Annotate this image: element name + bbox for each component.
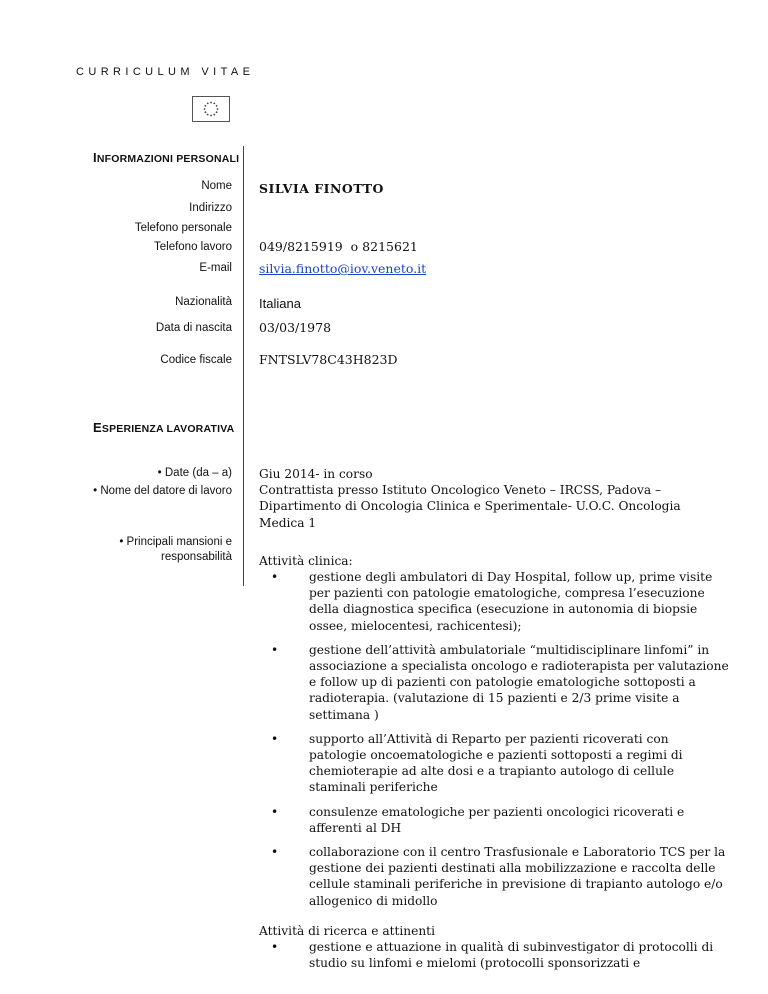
list-item: • supporto all’Attività di Reparto per pazienti ricoverati con patologie oncoematologiche e pazienti sottoposti a regimi di chemioterapie ad alte dosi e a trapianto autologo di cellule staminali periferiche: [309, 731, 729, 796]
experience-entry: [259, 466, 729, 979]
value-data-nascita: 03/03/1978: [259, 320, 332, 335]
label-data-nascita: Data di nascita: [155, 322, 232, 334]
label-email: E-mail: [199, 262, 232, 274]
clinical-list: [259, 569, 729, 909]
value-nome: SILVIA FINOTTO: [259, 181, 384, 196]
list-item: • consulenze ematologiche per pazienti oncologici ricoverati e afferenti al DH: [309, 804, 729, 836]
eu-flag-icon: [192, 96, 230, 122]
experience-date: Giu 2014- in corso: [259, 467, 373, 481]
label-nome: Nome: [201, 180, 232, 192]
list-item: • gestione e attuazione in qualità di subinvestigator di protocolli di studio su linfomi e mielomi (protocolli sponsorizzati e: [309, 939, 729, 971]
cv-title: CURRICULUM VITAE: [76, 66, 255, 78]
list-item: • collaborazione con il centro Trasfusionale e Laboratorio TCS per la gestione dei pazienti destinati alla mobilizzazione e raccolta delle cellule staminali periferiche in previsione di trapianto autologo e/o allogenico di midollo: [309, 844, 729, 909]
label-nazionalita: Nazionalità: [175, 296, 232, 308]
label-telefono-personale: Telefono personale: [134, 222, 232, 234]
label-indirizzo: Indirizzo: [189, 202, 232, 214]
value-codice-fiscale: FNTSLV78C43H823D: [259, 352, 398, 367]
value-telefono-lavoro: 049/8215919 o 8215621: [259, 239, 418, 254]
research-title: Attività di ricerca e attinenti: [259, 923, 435, 938]
label-duties: • Principali mansioni e responsabilità: [119, 536, 232, 563]
section-title-personal: INFORMAZIONI PERSONALI: [93, 150, 240, 165]
column-divider: [243, 146, 244, 586]
list-item: • gestione dell’attività ambulatoriale “multidisciplinare linfomi” in associazione a specialista oncologo e radioterapista per valutazione e follow up di pazienti con patologie ematologiche sottoposti a radioterapia. (valutazione di 15 pazienti e 2/3 prime visite a settimana ): [309, 642, 729, 723]
label-date: • Date (da – a): [157, 467, 232, 479]
label-telefono-lavoro: Telefono lavoro: [154, 241, 232, 253]
label-employer: • Nome del datore di lavoro: [93, 485, 232, 497]
label-codice-fiscale: Codice fiscale: [160, 354, 232, 366]
section-title-experience: ESPERIENZA LAVORATIVA: [93, 420, 235, 435]
email-link[interactable]: silvia.finotto@iov.veneto.it: [259, 261, 427, 276]
research-list: [259, 939, 729, 971]
clinical-title: Attività clinica:: [259, 553, 353, 568]
experience-employer: Contrattista presso Istituto Oncologico Veneto – IRCSS, Padova – Dipartimento di Oncologia Clinica e Sperimentale- U.O.C. Oncologia Medica 1: [259, 483, 681, 530]
list-item: • gestione degli ambulatori di Day Hospital, follow up, prime visite per pazienti con patologie ematologiche, compresa l’esecuzione della diagnostica specifica (esecuzione in autonomia di biopsie ossee, mielocentesi, rachicentesi);: [309, 569, 729, 634]
value-nazionalita: Italiana: [259, 296, 301, 311]
